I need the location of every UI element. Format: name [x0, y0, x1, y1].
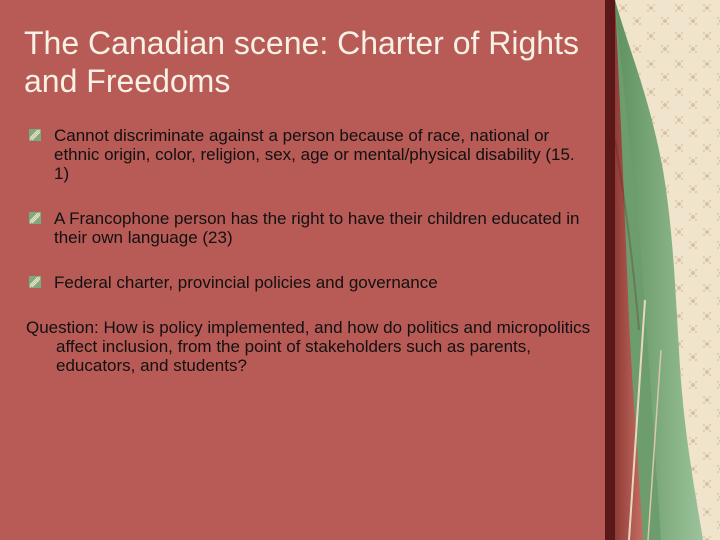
decorative-side-panel: [615, 0, 720, 540]
green-striped-square-icon: [28, 128, 42, 142]
bullet-item-2: [26, 209, 594, 247]
green-striped-square-icon: [28, 211, 42, 225]
bullet-text-1: Cannot discriminate against a person because of race, national or ethnic origin, color, religion, sex, age or mental/physical disability (15. 1): [54, 126, 575, 183]
green-striped-square-icon: [28, 275, 42, 289]
bullet-item-1: [26, 126, 594, 183]
bullet-text-2: A Francophone person has the right to have their children educated in their own language (23): [54, 209, 580, 247]
bullet-item-3: [26, 273, 594, 292]
slide-content: [26, 126, 594, 375]
question-text: Question: How is policy implemented, and how do politics and micropolitics affect inclusion, from the point of stakeholders such as parents, educators, and students?: [26, 318, 591, 375]
decorative-floral-artwork: [615, 0, 720, 540]
panel-divider: [605, 0, 615, 540]
slide-title: The Canadian scene: Charter of Rights and Freedoms: [24, 25, 579, 99]
bullet-text-3: Federal charter, provincial policies and governance: [54, 273, 438, 292]
